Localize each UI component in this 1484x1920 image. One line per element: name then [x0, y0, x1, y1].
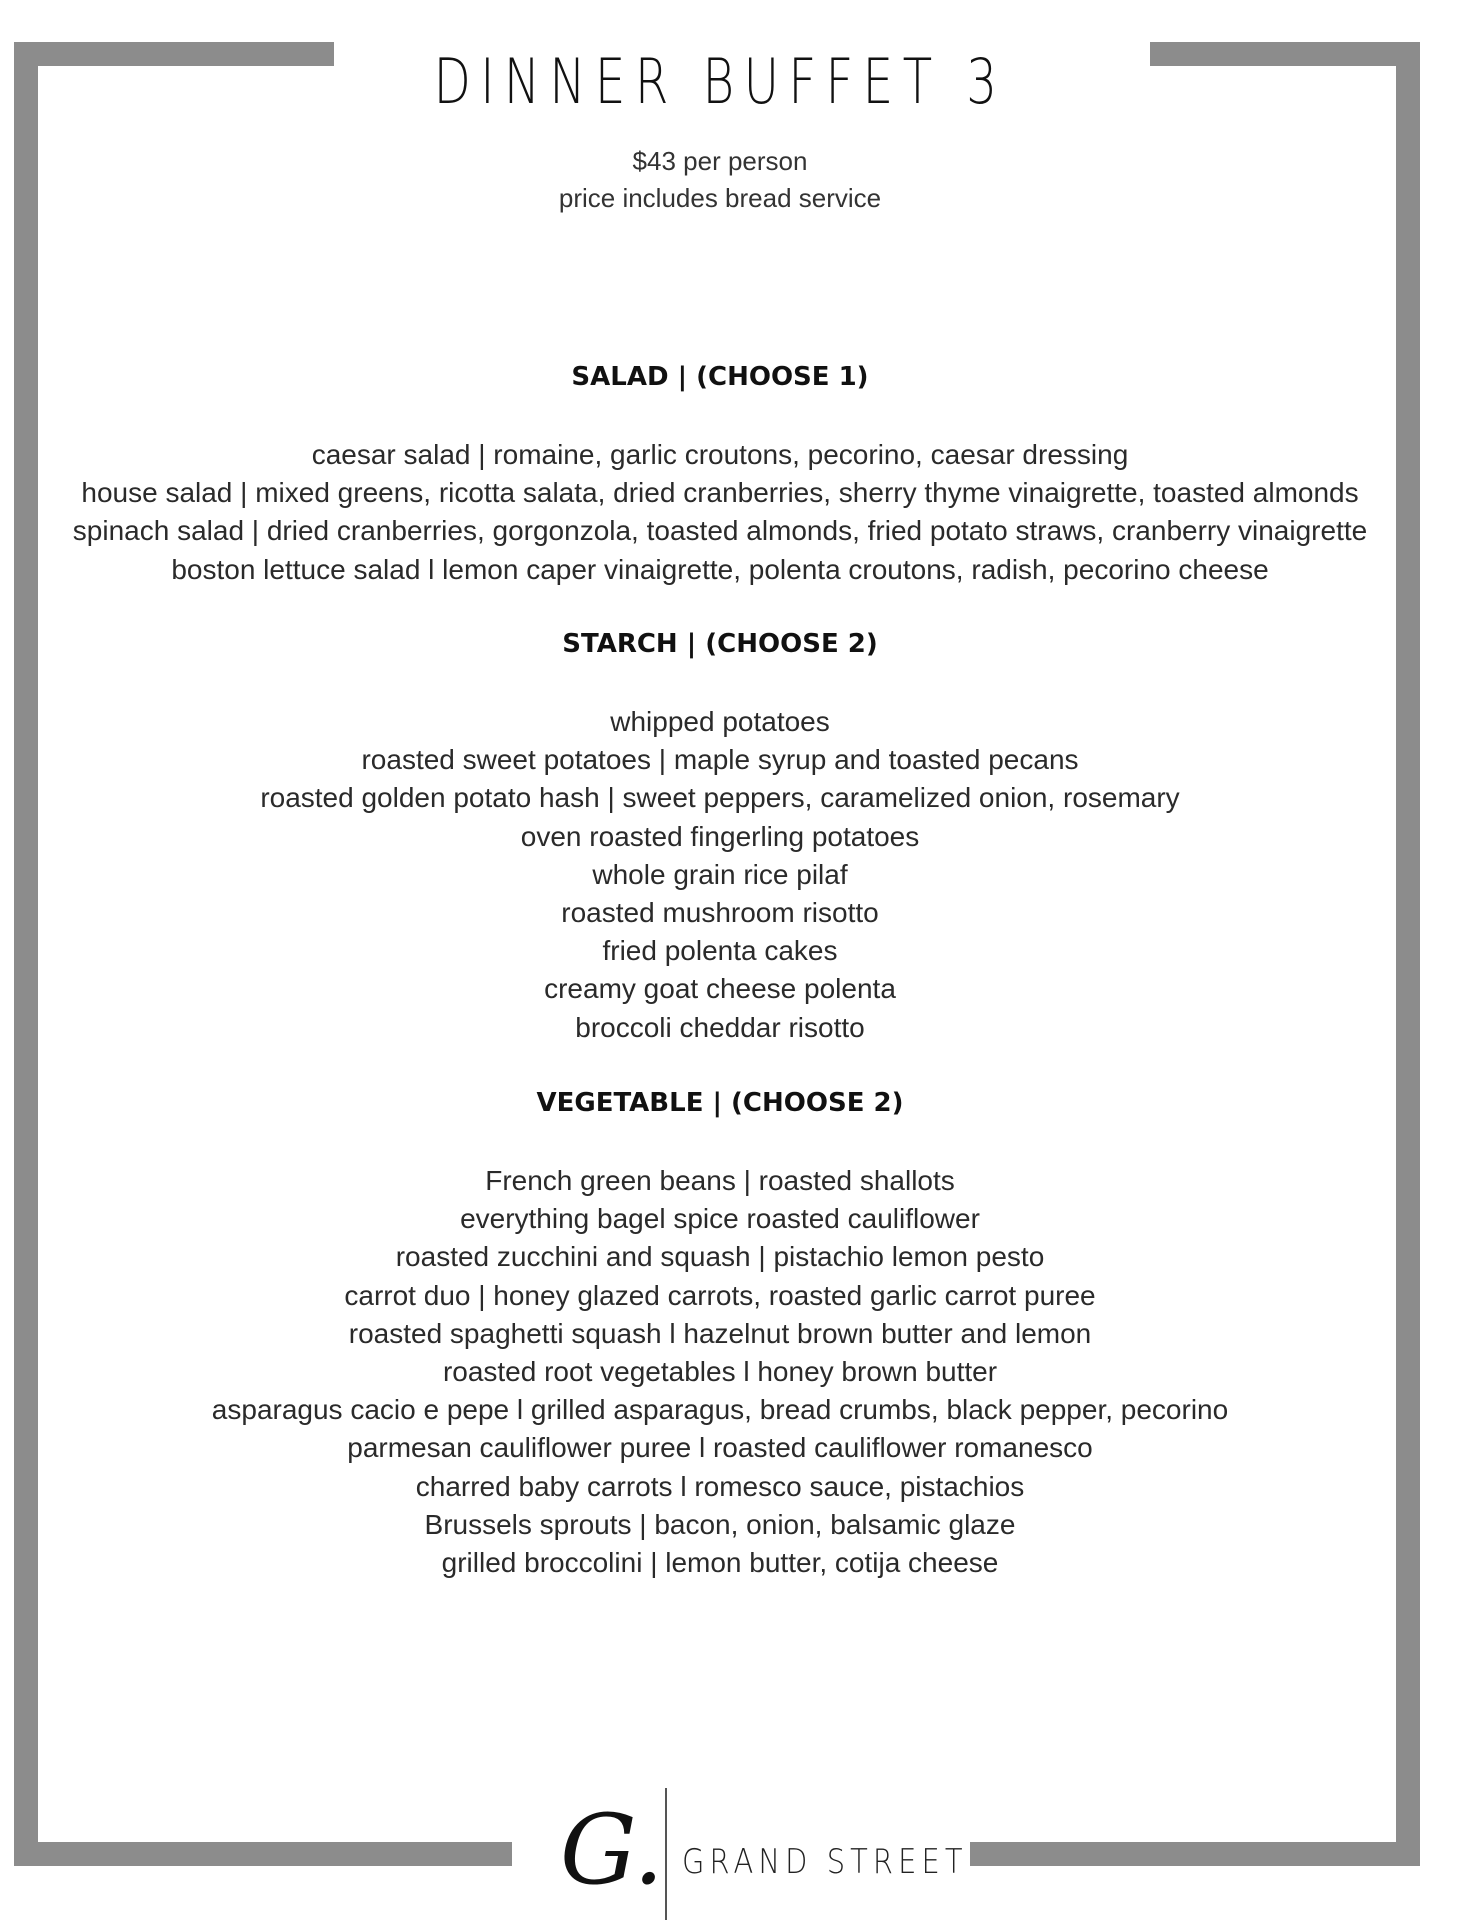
list-item: roasted mushroom risotto	[561, 897, 879, 929]
frame-bottom-right-bar	[970, 1842, 1420, 1866]
list-item: carrot duo | honey glazed carrots, roasted garlic carrot puree	[344, 1279, 1096, 1311]
list-item: whole grain rice pilaf	[592, 858, 848, 890]
list-item: oven roasted fingerling potatoes	[520, 820, 920, 852]
list-item: parmesan cauliflower puree l roasted cauliflower romanesco	[347, 1432, 1093, 1464]
frame-bottom-left-bar	[14, 1842, 512, 1866]
list-item: charred baby carrots l romesco sauce, pistachios	[415, 1470, 1025, 1502]
list-item: broccoli cheddar risotto	[575, 1011, 865, 1043]
list-item: caesar salad | romaine, garlic croutons, pecorino, caesar dressing	[311, 439, 1129, 470]
logo-divider	[665, 1788, 667, 1920]
list-item: asparagus cacio e pepe l grilled asparagus, bread crumbs, black pepper, pecorino	[211, 1394, 1229, 1426]
list-item: creamy goat cheese polenta	[544, 973, 896, 1005]
list-item: whipped potatoes	[610, 706, 830, 737]
section-heading-salad: SALAD | (CHOOSE 1)	[571, 362, 869, 392]
list-item: fried polenta cakes	[602, 935, 838, 967]
salad-list	[0, 436, 1440, 589]
vegetable-list	[0, 1162, 1440, 1582]
page-title: DINNER BUFFET 3	[433, 45, 1007, 118]
starch-list	[0, 703, 1440, 1047]
list-item: roasted zucchini and squash | pistachio lemon pesto	[395, 1241, 1045, 1273]
list-item: Brussels sprouts | bacon, onion, balsamic glaze	[424, 1508, 1016, 1540]
grand-street-logo	[560, 1788, 968, 1920]
list-item: spinach salad | dried cranberries, gorgonzola, toasted almonds, fried potato straws, cranberry vinaigrette	[72, 515, 1368, 547]
section-heading-vegetable: VEGETABLE | (CHOOSE 2)	[536, 1088, 904, 1118]
list-item: grilled broccolini | lemon butter, cotija cheese	[441, 1547, 999, 1579]
list-item: boston lettuce salad l lemon caper vinaigrette, polenta croutons, radish, pecorino cheese	[171, 553, 1269, 585]
list-item: roasted sweet potatoes | maple syrup and toasted pecans	[361, 744, 1079, 776]
list-item: roasted root vegetables l honey brown butter	[442, 1356, 998, 1388]
list-item: roasted golden potato hash | sweet peppers, caramelized onion, rosemary	[260, 782, 1180, 814]
logo-monogram: G.	[560, 1794, 664, 1906]
list-item: everything bagel spice roasted cauliflower	[460, 1203, 980, 1235]
price-note: price includes bread service	[558, 183, 882, 213]
logo-wordmark: GRAND STREET	[682, 1842, 968, 1882]
list-item: roasted spaghetti squash l hazelnut brown butter and lemon	[348, 1317, 1092, 1349]
section-heading-starch: STARCH | (CHOOSE 2)	[562, 629, 878, 659]
list-item: French green beans | roasted shallots	[485, 1165, 955, 1196]
price: $43 per person	[632, 146, 808, 176]
list-item: house salad | mixed greens, ricotta salata, dried cranberries, sherry thyme vinaigrette, toasted almonds	[81, 477, 1359, 509]
